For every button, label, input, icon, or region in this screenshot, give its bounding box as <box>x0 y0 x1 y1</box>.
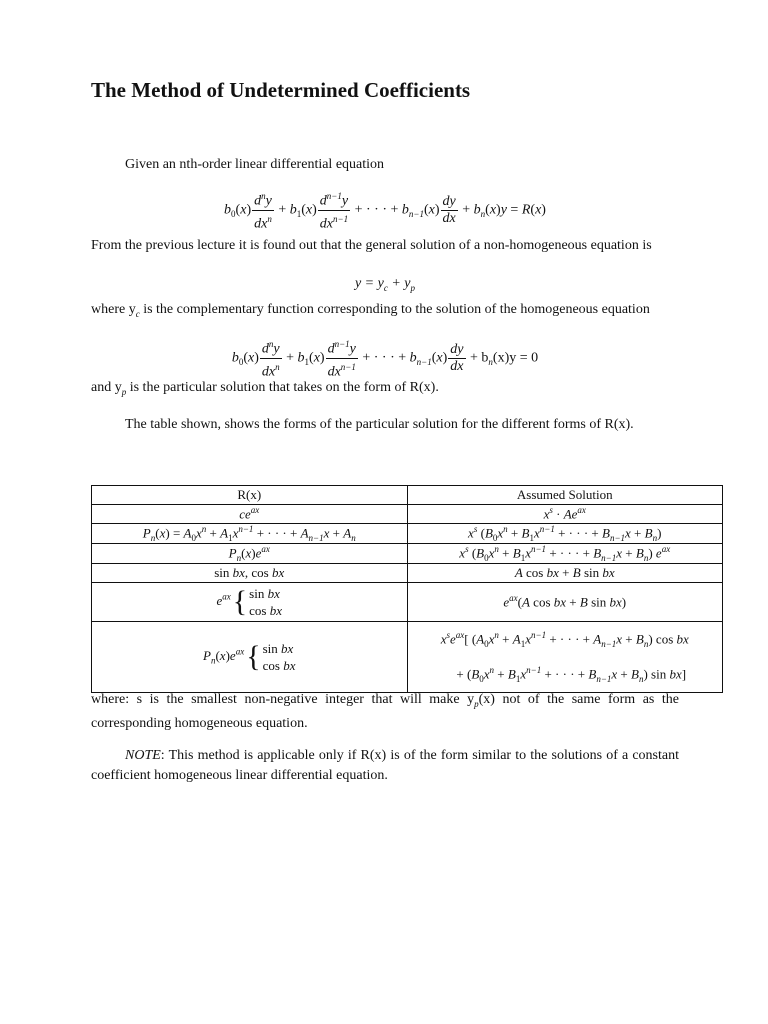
cell-solution: $x^s$ ($B_0x^n + B_1x^{n-1}$ + · · · + $B_{n-1}x + B_n$) <box>407 524 723 544</box>
cell-rx: $P_n(x) = A_0x^n + A_1x^{n-1}$ + · · · + $A_{n-1}x + A_n$ <box>92 524 408 544</box>
table-header-row <box>92 486 723 505</box>
where-s-paragraph <box>91 690 679 734</box>
equation-homogeneous: $b_0(x)$ $\frac{d^ny}{dx^n}$ + $b_1(x)$ $\frac{d^{n-1}y}{dx^{n-1}}$ + · · · + $b_{n-1}(x)$ $\frac{dy}{dx}$ + $b_n(x)y = 0$ <box>91 336 679 380</box>
header-assumed: Assumed Solution <box>407 486 723 505</box>
cell-solution: A cos bx + B sin bx <box>407 563 723 582</box>
p3-end: is the complementary function corresponding to the solution of the homogeneous equation <box>139 302 650 317</box>
cell-rx: $P_n(x)e^{ax}${ sin bx cos bx <box>92 621 408 692</box>
eq3-plus: + b <box>470 350 489 366</box>
p6-end: (x) not of the same form as the corresponding homogeneous equation. <box>91 692 679 731</box>
table-row <box>92 582 723 621</box>
note-label: NOTE <box>125 748 161 763</box>
cell-rx: $ce^{ax}$ <box>92 505 408 524</box>
cell-solution: $x^s \cdot Ae^{ax}$ <box>407 505 723 524</box>
note-paragraph <box>91 746 679 786</box>
cell-rx: $P_n(x)e^{ax}$ <box>92 543 408 563</box>
p4-sub: p <box>121 386 127 397</box>
brace-icon: { <box>246 639 261 673</box>
eq2-y: y = y <box>354 276 384 291</box>
particular-paragraph <box>91 378 679 402</box>
equation-nth-order: $b_0(x)$ $\frac{d^ny}{dx^n}$ + $b_1(x)$ $\frac{d^{n-1}y}{dx^{n-1}}$ + · · · + $b_{n-1}(x)$ $\frac{dy}{dx}$ + $b_n(x)y = R(x)$ <box>91 188 679 232</box>
eq3-end: (x)y = 0 <box>492 350 539 366</box>
p3-sub: c <box>135 308 140 319</box>
table-row <box>92 563 723 582</box>
p4-end: is the particular solution that takes on the form of R(x). <box>126 380 439 395</box>
p6-sub: p <box>474 698 479 709</box>
cell-solution: $x^se^{ax}$[ ($A_0x^n + A_1x^{n-1}$ + · · · + $A_{n-1}x + B_n$) cos bx + ($B_0x^n + B_1x^{n-1}$ + · · · + $B_{n-1}x + B_n$) sin bx] <box>407 621 723 692</box>
table-intro-paragraph: The table shown, shows the forms of the particular solution for the different forms of R(x). <box>125 417 634 432</box>
equation-general-solution <box>91 276 679 293</box>
eq2-plus-y: + y <box>387 276 411 291</box>
particular-solution-table <box>91 485 723 693</box>
cell-rx: sin bx, cos bx <box>92 563 408 582</box>
cell-rx: $e^{ax}${ sin bx cos bx <box>92 582 408 621</box>
table-row <box>92 543 723 563</box>
note-text: : This method is applicable only if R(x) is of the form similar to the solutions of a constant coefficient homogeneous linear differential equation. <box>91 748 679 783</box>
table-row <box>92 524 723 544</box>
eq2-sub-p: p <box>410 282 416 293</box>
p3-start: where y <box>91 302 136 317</box>
p4-start: and y <box>91 380 122 395</box>
page-title: The Method of Undetermined Coefficients <box>91 78 471 102</box>
header-rx: R(x) <box>92 486 408 505</box>
cell-solution: $e^{ax}(A$ cos bx + B sin bx) <box>407 582 723 621</box>
table-row <box>92 505 723 524</box>
p6-start: where: s is the smallest non-negative integer that will make y <box>91 692 475 707</box>
cell-solution: $x^s$ ($B_0x^n + B_1x^{n-1}$ + · · · + $B_{n-1}x + B_n$) $e^{ax}$ <box>407 543 723 563</box>
brace-icon: { <box>232 584 248 618</box>
general-solution-paragraph: From the previous lecture it is found out that the general solution of a non-homogeneous equation is <box>91 238 652 253</box>
intro-paragraph: Given an nth-order linear differential equation <box>125 157 385 172</box>
complementary-paragraph <box>91 300 679 324</box>
table-row <box>92 621 723 692</box>
eq2-sub-c: c <box>383 282 388 293</box>
